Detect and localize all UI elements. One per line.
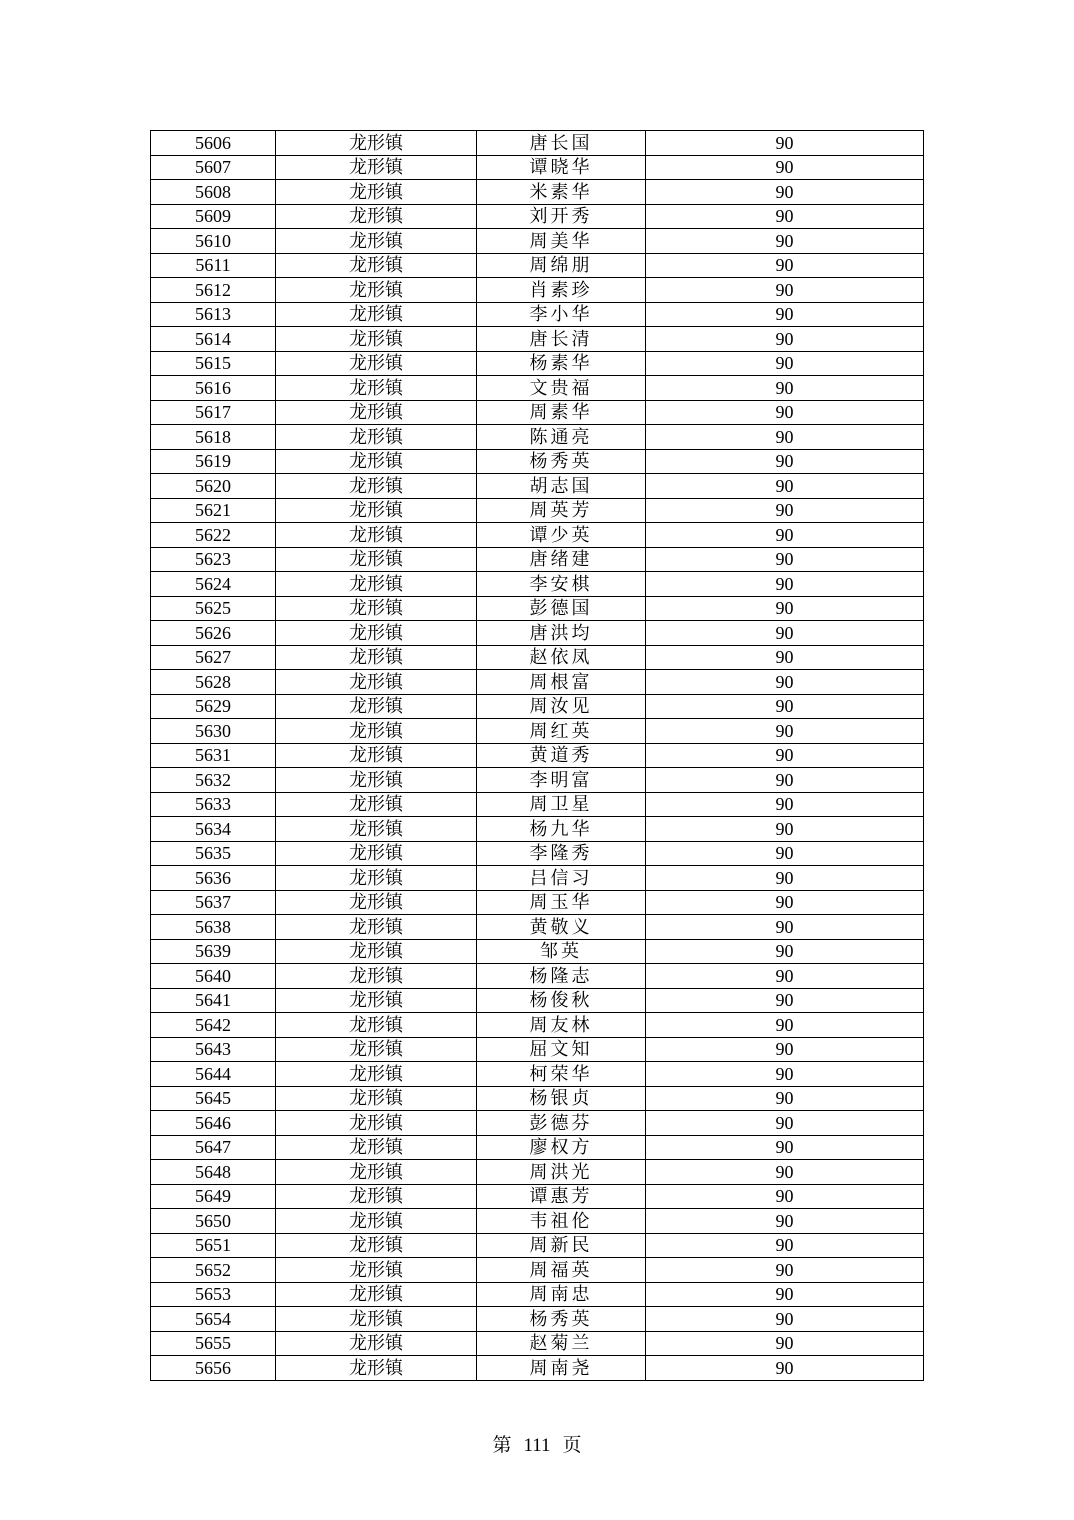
town-cell: 龙形镇 [276,768,477,793]
score-cell: 90 [646,719,924,744]
score-cell: 90 [646,1037,924,1062]
table-row [151,817,924,842]
town-cell: 龙形镇 [276,498,477,523]
score-cell: 90 [646,866,924,891]
name-cell: 唐长清 [477,327,646,352]
name-cell: 李隆秀 [477,841,646,866]
score-cell: 90 [646,841,924,866]
town-cell: 龙形镇 [276,719,477,744]
table-row [151,1233,924,1258]
table-row [151,449,924,474]
town-cell: 龙形镇 [276,866,477,891]
row-number-cell: 5642 [151,1013,276,1038]
name-cell: 黄敬义 [477,915,646,940]
table-row [151,596,924,621]
score-cell: 90 [646,1258,924,1283]
row-number-cell: 5611 [151,253,276,278]
name-cell: 赵依凤 [477,645,646,670]
town-cell: 龙形镇 [276,596,477,621]
table-row [151,1160,924,1185]
row-number-cell: 5653 [151,1282,276,1307]
table-row [151,180,924,205]
row-number-cell: 5649 [151,1184,276,1209]
town-cell: 龙形镇 [276,988,477,1013]
table-row [151,400,924,425]
row-number-cell: 5606 [151,131,276,156]
table-row [151,1135,924,1160]
table-row [151,229,924,254]
row-number-cell: 5650 [151,1209,276,1234]
row-number-cell: 5621 [151,498,276,523]
name-cell: 刘开秀 [477,204,646,229]
town-cell: 龙形镇 [276,939,477,964]
table-body [151,131,924,1381]
data-table [150,130,924,1381]
name-cell: 屈文知 [477,1037,646,1062]
town-cell: 龙形镇 [276,792,477,817]
name-cell: 唐洪均 [477,621,646,646]
name-cell: 柯荣华 [477,1062,646,1087]
score-cell: 90 [646,1184,924,1209]
score-cell: 90 [646,547,924,572]
name-cell: 赵菊兰 [477,1331,646,1356]
town-cell: 龙形镇 [276,1013,477,1038]
town-cell: 龙形镇 [276,964,477,989]
table-row [151,1307,924,1332]
score-cell: 90 [646,523,924,548]
score-cell: 90 [646,596,924,621]
name-cell: 肖素珍 [477,278,646,303]
row-number-cell: 5633 [151,792,276,817]
town-cell: 龙形镇 [276,1184,477,1209]
score-cell: 90 [646,1062,924,1087]
town-cell: 龙形镇 [276,425,477,450]
name-cell: 杨银贞 [477,1086,646,1111]
score-cell: 90 [646,1356,924,1381]
table-row [151,1356,924,1381]
score-cell: 90 [646,1013,924,1038]
table-row [151,743,924,768]
town-cell: 龙形镇 [276,376,477,401]
town-cell: 龙形镇 [276,572,477,597]
name-cell: 周玉华 [477,890,646,915]
row-number-cell: 5637 [151,890,276,915]
name-cell: 周南尧 [477,1356,646,1381]
row-number-cell: 5630 [151,719,276,744]
town-cell: 龙形镇 [276,1209,477,1234]
town-cell: 龙形镇 [276,1307,477,1332]
table-row [151,351,924,376]
table-row [151,523,924,548]
name-cell: 李小华 [477,302,646,327]
score-cell: 90 [646,1135,924,1160]
score-cell: 90 [646,890,924,915]
table-row [151,670,924,695]
row-number-cell: 5610 [151,229,276,254]
score-cell: 90 [646,180,924,205]
table-row [151,988,924,1013]
town-cell: 龙形镇 [276,621,477,646]
row-number-cell: 5626 [151,621,276,646]
score-cell: 90 [646,743,924,768]
town-cell: 龙形镇 [276,474,477,499]
town-cell: 龙形镇 [276,817,477,842]
town-cell: 龙形镇 [276,1331,477,1356]
name-cell: 胡志国 [477,474,646,499]
town-cell: 龙形镇 [276,645,477,670]
table-row [151,547,924,572]
row-number-cell: 5656 [151,1356,276,1381]
row-number-cell: 5640 [151,964,276,989]
score-cell: 90 [646,817,924,842]
town-cell: 龙形镇 [276,1160,477,1185]
row-number-cell: 5617 [151,400,276,425]
town-cell: 龙形镇 [276,1135,477,1160]
table-row [151,1209,924,1234]
name-cell: 谭惠芳 [477,1184,646,1209]
name-cell: 陈通亮 [477,425,646,450]
town-cell: 龙形镇 [276,204,477,229]
table-row [151,204,924,229]
town-cell: 龙形镇 [276,1282,477,1307]
score-cell: 90 [646,131,924,156]
score-cell: 90 [646,155,924,180]
row-number-cell: 5639 [151,939,276,964]
row-number-cell: 5612 [151,278,276,303]
table-row [151,939,924,964]
table-row [151,719,924,744]
name-cell: 周绵朋 [477,253,646,278]
table-row [151,302,924,327]
town-cell: 龙形镇 [276,743,477,768]
name-cell: 周福英 [477,1258,646,1283]
town-cell: 龙形镇 [276,1258,477,1283]
name-cell: 杨隆志 [477,964,646,989]
table-row [151,131,924,156]
score-cell: 90 [646,376,924,401]
town-cell: 龙形镇 [276,229,477,254]
town-cell: 龙形镇 [276,523,477,548]
name-cell: 杨素华 [477,351,646,376]
name-cell: 周素华 [477,400,646,425]
table-row [151,572,924,597]
score-cell: 90 [646,449,924,474]
table-row [151,1331,924,1356]
row-number-cell: 5620 [151,474,276,499]
score-cell: 90 [646,768,924,793]
table-row [151,645,924,670]
score-cell: 90 [646,327,924,352]
town-cell: 龙形镇 [276,180,477,205]
name-cell: 廖权方 [477,1135,646,1160]
score-cell: 90 [646,1331,924,1356]
name-cell: 彭德芬 [477,1111,646,1136]
name-cell: 黄道秀 [477,743,646,768]
name-cell: 杨俊秋 [477,988,646,1013]
row-number-cell: 5613 [151,302,276,327]
row-number-cell: 5619 [151,449,276,474]
name-cell: 杨秀英 [477,1307,646,1332]
row-number-cell: 5654 [151,1307,276,1332]
score-cell: 90 [646,400,924,425]
name-cell: 周洪光 [477,1160,646,1185]
row-number-cell: 5632 [151,768,276,793]
row-number-cell: 5652 [151,1258,276,1283]
name-cell: 周卫星 [477,792,646,817]
score-cell: 90 [646,792,924,817]
row-number-cell: 5625 [151,596,276,621]
table-row [151,376,924,401]
score-cell: 90 [646,988,924,1013]
town-cell: 龙形镇 [276,1062,477,1087]
score-cell: 90 [646,498,924,523]
row-number-cell: 5631 [151,743,276,768]
score-cell: 90 [646,572,924,597]
score-cell: 90 [646,204,924,229]
name-cell: 吕信习 [477,866,646,891]
name-cell: 谭少英 [477,523,646,548]
table-row [151,964,924,989]
score-cell: 90 [646,1233,924,1258]
town-cell: 龙形镇 [276,278,477,303]
town-cell: 龙形镇 [276,1086,477,1111]
table-row [151,890,924,915]
town-cell: 龙形镇 [276,694,477,719]
town-cell: 龙形镇 [276,1111,477,1136]
table-row [151,498,924,523]
table-row [151,1013,924,1038]
row-number-cell: 5618 [151,425,276,450]
name-cell: 周汝见 [477,694,646,719]
name-cell: 米素华 [477,180,646,205]
score-cell: 90 [646,425,924,450]
score-cell: 90 [646,1111,924,1136]
table-row [151,425,924,450]
row-number-cell: 5616 [151,376,276,401]
name-cell: 周英芳 [477,498,646,523]
name-cell: 唐绪建 [477,547,646,572]
name-cell: 邹英 [477,939,646,964]
score-cell: 90 [646,939,924,964]
town-cell: 龙形镇 [276,890,477,915]
row-number-cell: 5641 [151,988,276,1013]
score-cell: 90 [646,474,924,499]
score-cell: 90 [646,302,924,327]
row-number-cell: 5614 [151,327,276,352]
row-number-cell: 5651 [151,1233,276,1258]
row-number-cell: 5645 [151,1086,276,1111]
score-cell: 90 [646,645,924,670]
name-cell: 谭晓华 [477,155,646,180]
score-cell: 90 [646,253,924,278]
name-cell: 周美华 [477,229,646,254]
town-cell: 龙形镇 [276,253,477,278]
row-number-cell: 5636 [151,866,276,891]
name-cell: 韦祖伦 [477,1209,646,1234]
row-number-cell: 5647 [151,1135,276,1160]
town-cell: 龙形镇 [276,131,477,156]
town-cell: 龙形镇 [276,670,477,695]
table-row [151,1111,924,1136]
table-row [151,1184,924,1209]
score-cell: 90 [646,1209,924,1234]
town-cell: 龙形镇 [276,1233,477,1258]
page-footer [0,1430,1074,1457]
name-cell: 李安棋 [477,572,646,597]
score-cell: 90 [646,915,924,940]
table-row [151,474,924,499]
table-row [151,694,924,719]
town-cell: 龙形镇 [276,351,477,376]
town-cell: 龙形镇 [276,327,477,352]
page-footer-prefix: 第 [492,1435,512,1456]
name-cell: 周红英 [477,719,646,744]
row-number-cell: 5627 [151,645,276,670]
row-number-cell: 5607 [151,155,276,180]
row-number-cell: 5635 [151,841,276,866]
row-number-cell: 5644 [151,1062,276,1087]
table-row [151,792,924,817]
score-cell: 90 [646,1307,924,1332]
town-cell: 龙形镇 [276,547,477,572]
row-number-cell: 5628 [151,670,276,695]
row-number-cell: 5646 [151,1111,276,1136]
row-number-cell: 5655 [151,1331,276,1356]
table-row [151,1258,924,1283]
row-number-cell: 5638 [151,915,276,940]
name-cell: 周根富 [477,670,646,695]
table-row [151,1086,924,1111]
town-cell: 龙形镇 [276,449,477,474]
row-number-cell: 5643 [151,1037,276,1062]
table-row [151,253,924,278]
town-cell: 龙形镇 [276,915,477,940]
row-number-cell: 5615 [151,351,276,376]
table-row [151,155,924,180]
score-cell: 90 [646,1160,924,1185]
score-cell: 90 [646,1282,924,1307]
name-cell: 彭德国 [477,596,646,621]
name-cell: 文贵福 [477,376,646,401]
table-row [151,1062,924,1087]
table-row [151,841,924,866]
score-cell: 90 [646,229,924,254]
table-row [151,915,924,940]
page-footer-suffix: 页 [562,1435,582,1456]
town-cell: 龙形镇 [276,1037,477,1062]
row-number-cell: 5608 [151,180,276,205]
name-cell: 周新民 [477,1233,646,1258]
name-cell: 杨秀英 [477,449,646,474]
score-cell: 90 [646,670,924,695]
table-row [151,278,924,303]
town-cell: 龙形镇 [276,302,477,327]
table-row [151,1037,924,1062]
row-number-cell: 5648 [151,1160,276,1185]
town-cell: 龙形镇 [276,841,477,866]
town-cell: 龙形镇 [276,155,477,180]
score-cell: 90 [646,694,924,719]
table-row [151,327,924,352]
score-cell: 90 [646,1086,924,1111]
name-cell: 唐长国 [477,131,646,156]
town-cell: 龙形镇 [276,1356,477,1381]
row-number-cell: 5624 [151,572,276,597]
name-cell: 杨九华 [477,817,646,842]
table-row [151,866,924,891]
town-cell: 龙形镇 [276,400,477,425]
table-row [151,621,924,646]
row-number-cell: 5634 [151,817,276,842]
table-row [151,768,924,793]
name-cell: 周友林 [477,1013,646,1038]
score-cell: 90 [646,278,924,303]
score-cell: 90 [646,621,924,646]
table-row [151,1282,924,1307]
name-cell: 周南忠 [477,1282,646,1307]
page-number: 111 [523,1435,551,1456]
score-cell: 90 [646,964,924,989]
row-number-cell: 5622 [151,523,276,548]
row-number-cell: 5623 [151,547,276,572]
row-number-cell: 5629 [151,694,276,719]
name-cell: 李明富 [477,768,646,793]
score-cell: 90 [646,351,924,376]
row-number-cell: 5609 [151,204,276,229]
